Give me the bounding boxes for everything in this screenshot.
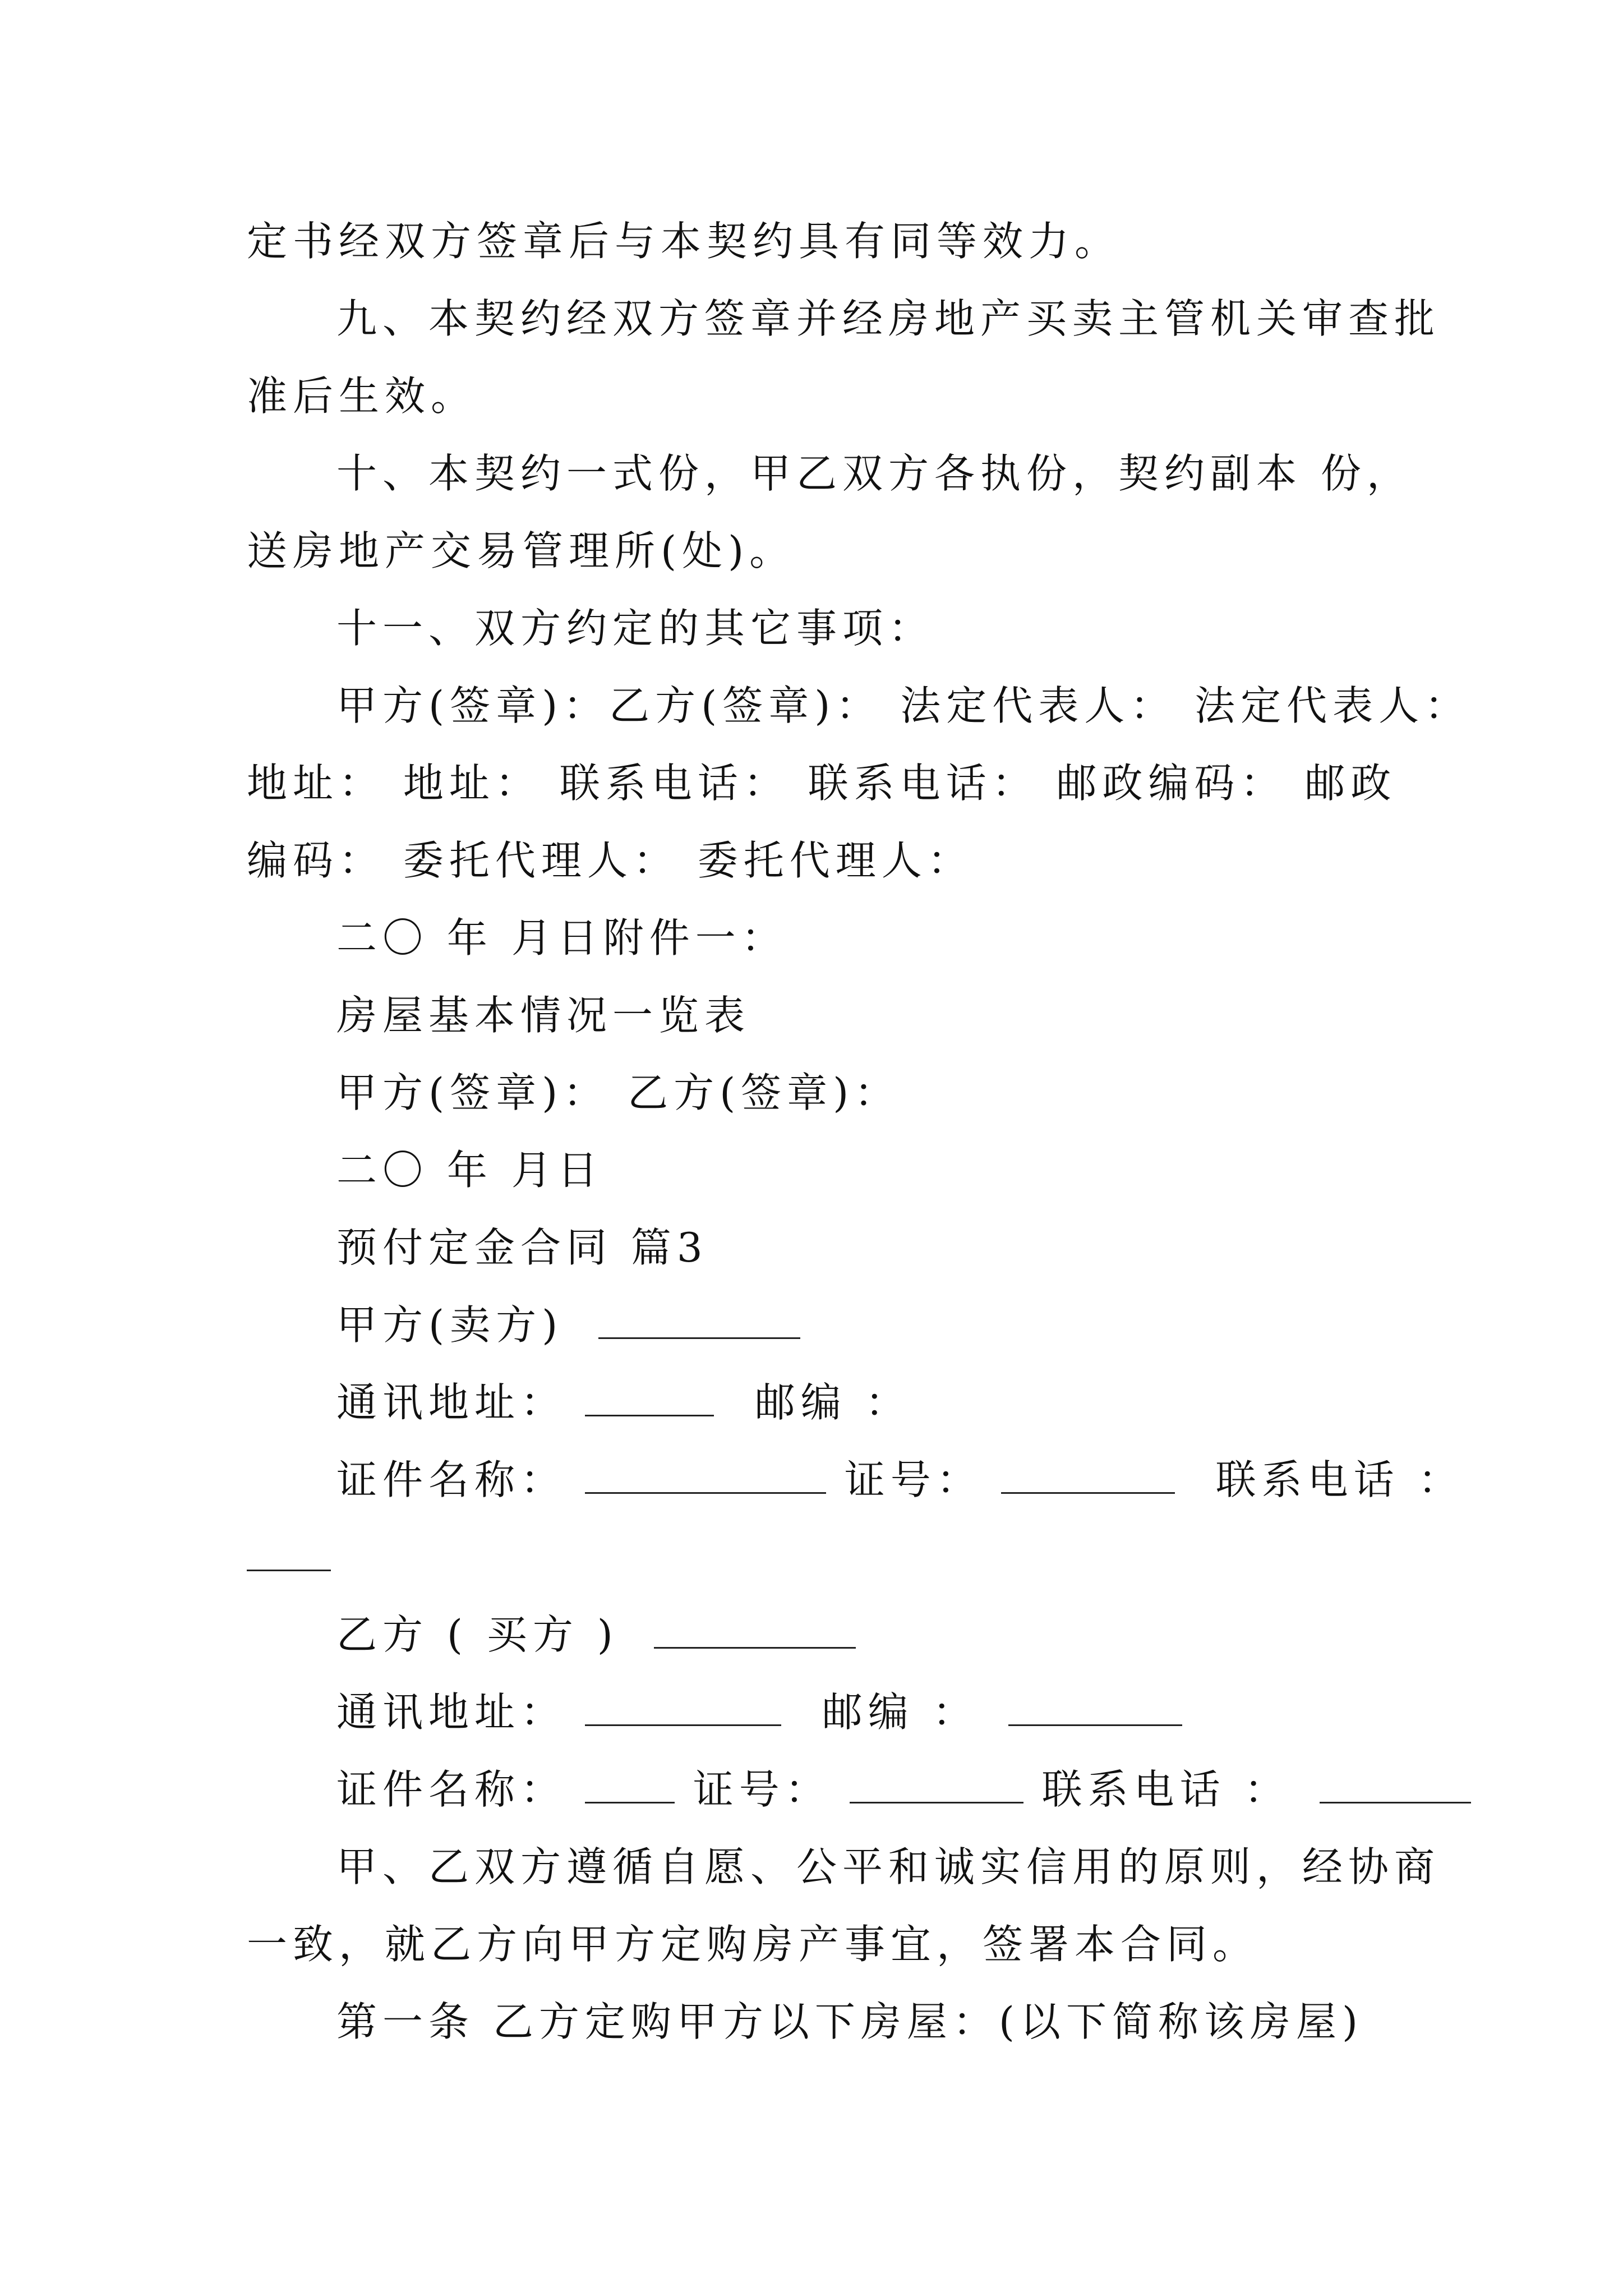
- attachment-title: 房屋基本情况一览表: [336, 992, 751, 1039]
- continuation-line: [247, 1529, 331, 1585]
- party-b-address-line: [336, 1684, 1182, 1740]
- fill-blank: [585, 1763, 675, 1803]
- fill-blank: [585, 1375, 714, 1416]
- party-b-label: 乙方 ( 买方 ): [336, 1611, 619, 1658]
- address-label: 通讯地址：: [336, 1688, 567, 1736]
- fill-blank: [1001, 1453, 1175, 1494]
- postcode-label: 邮编 ：: [754, 1379, 911, 1426]
- signature-line: 甲方(签章)：乙方(签章)： 法定代表人： 法定代表人：: [336, 682, 1471, 729]
- text-line: 准后生效。: [247, 372, 477, 420]
- party-a-address-line: [336, 1374, 911, 1430]
- signature-line: 甲方(签章)： 乙方(签章)：: [336, 1069, 901, 1116]
- party-b-id-line: [336, 1761, 1471, 1818]
- address-label: 通讯地址：: [336, 1379, 567, 1426]
- fill-blank: [654, 1608, 856, 1649]
- fill-blank: [598, 1298, 800, 1339]
- date-line: 二〇 年 月日附件一：: [336, 914, 787, 961]
- phone-label: 联系电话 ：: [1041, 1766, 1290, 1813]
- fill-blank: [1320, 1763, 1471, 1803]
- party-a-label: 甲方(卖方): [336, 1301, 564, 1349]
- id-type-label: 证件名称：: [336, 1456, 567, 1503]
- text-line: 送房地产交易管理所(处)。: [247, 527, 796, 574]
- id-number-label: 证号：: [693, 1766, 831, 1813]
- party-b-line: [336, 1607, 856, 1663]
- text-line: 地址： 地址： 联系电话： 联系电话： 邮政编码： 邮政: [247, 760, 1397, 807]
- preamble-line: 甲、乙双方遵循自愿、公平和诚实信用的原则，经协商: [336, 1843, 1441, 1890]
- text-line: 定书经双方签章后与本契约具有同等效力。: [247, 218, 1121, 265]
- fill-blank: [585, 1685, 781, 1726]
- id-number-label: 证号：: [844, 1456, 983, 1503]
- phone-label: 联系电话 ：: [1215, 1456, 1464, 1503]
- id-type-label: 证件名称：: [336, 1766, 567, 1813]
- clause-11: 十一、双方约定的其它事项：: [336, 605, 935, 652]
- date-line: 二〇 年 月日: [336, 1147, 603, 1194]
- postcode-label: 邮编 ：: [822, 1688, 979, 1736]
- text-line: 一致，就乙方向甲方定购房产事宜，签署本合同。: [247, 1921, 1259, 1968]
- fill-blank: [1008, 1685, 1182, 1726]
- fill-blank: [850, 1763, 1023, 1803]
- fill-blank: [247, 1530, 331, 1571]
- party-a-line: [336, 1297, 800, 1353]
- party-a-id-line: [336, 1452, 1464, 1508]
- text-line: 编码： 委托代理人： 委托代理人：: [247, 837, 974, 884]
- clause-10: 十、本契约一式份，甲乙双方各执份，契约副本 份，: [336, 450, 1413, 497]
- article-1: 第一条 乙方定购甲方以下房屋：(以下简称该房屋): [336, 1998, 1364, 2045]
- fill-blank: [585, 1453, 826, 1494]
- clause-9: 九、本契约经双方签章并经房地产买卖主管机关审查批: [336, 295, 1441, 342]
- section-title: 预付定金合同 篇3: [336, 1224, 708, 1271]
